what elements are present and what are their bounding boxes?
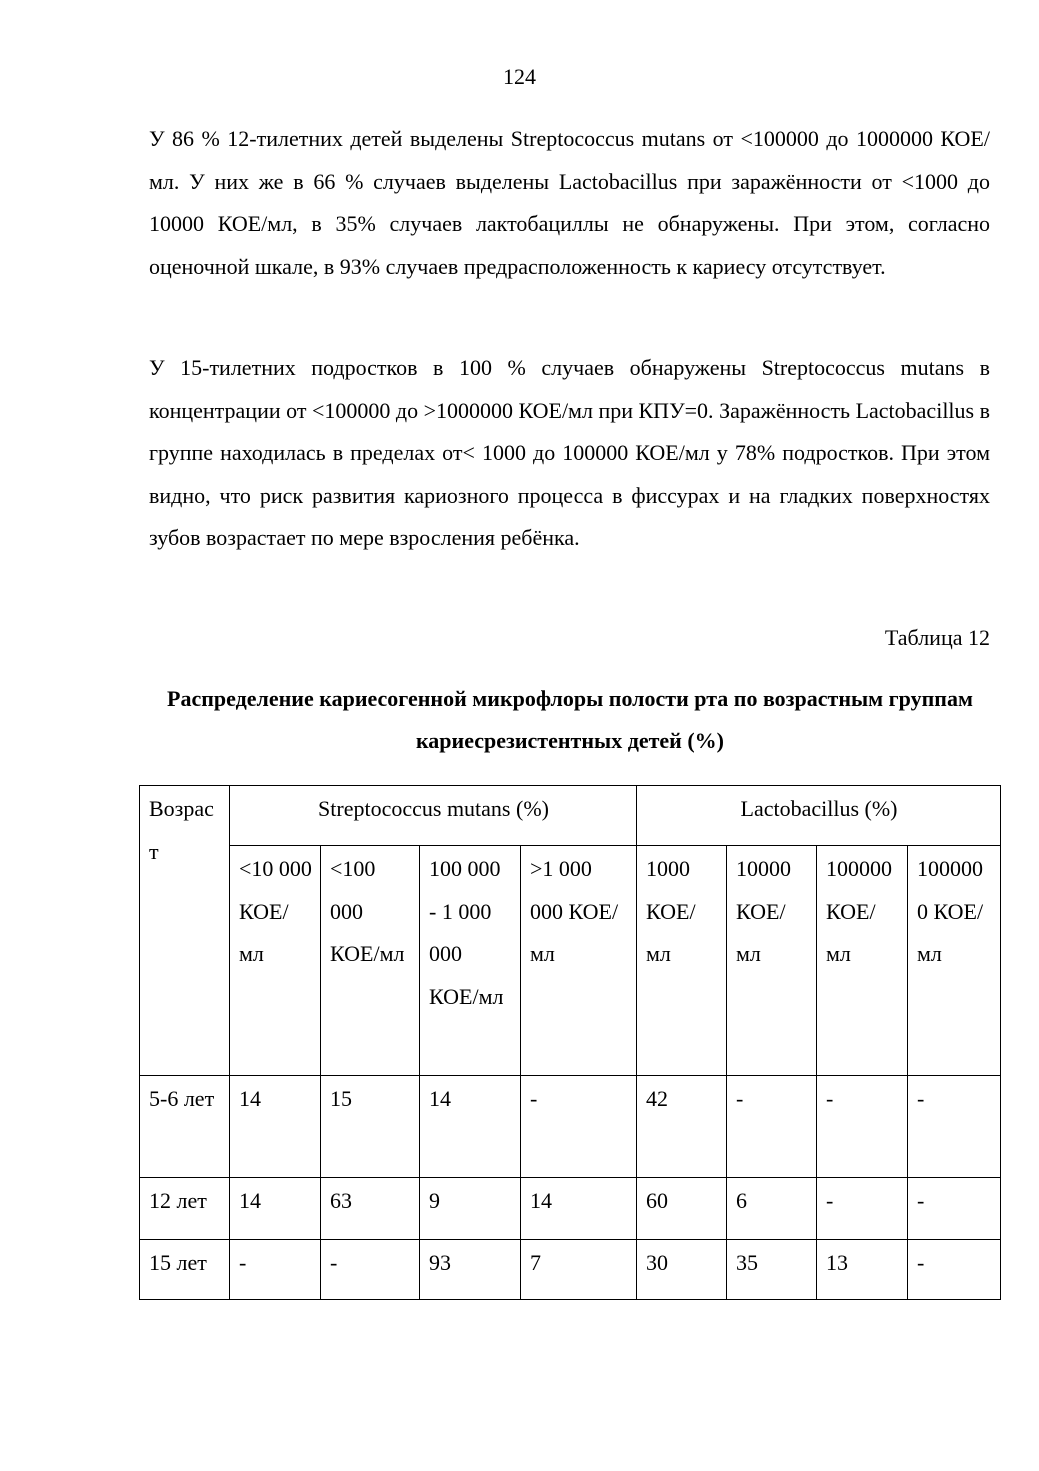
table-title: Распределение кариесогенной микрофлоры полости рта по возрастным группам кариесрезистентных детей (%) [167,686,973,753]
table-subheader-row [140,846,1001,1076]
table-cell: - [727,1076,817,1178]
table-cell: 14 [420,1076,521,1178]
age-cell: 15 лет [140,1240,230,1300]
column-header: >1 000 000 КОЕ/мл [521,846,637,1076]
table-header-row [140,786,1001,846]
table-cell: 9 [420,1178,521,1240]
table-cell: - [521,1076,637,1178]
column-header: 100000 КОЕ/мл [817,846,908,1076]
group-header-lactobacillus: Lactobacillus (%) [637,786,1001,846]
column-header: 100 000 - 1 000 000 КОЕ/мл [420,846,521,1076]
paragraph: У 15-тилетних подростков в 100 % случаев обнаружены Streptococcus mutans в концентрации от <100000 до >1000000 КОЕ/мл при КПУ=0. Заражённость Lactobacillus в группе находилась в пределах от< 1000 до 100000 КОЕ/мл у 78% подростков. При этом видно, что риск развития кариозного процесса в фиссурах и на гладких поверхностях зубов возрастает по мере взросления ребёнка. [149,355,990,550]
page-number: 124 [503,64,536,89]
paragraph: У 86 % 12-тилетних детей выделены Streptococcus mutans от <100000 до 1000000 КОЕ/мл. У них же в 66 % случаев выделены Lactobacillus при заражённости от <1000 до 10000 КОЕ/мл, в 35% случаев лактобациллы не обнаружены. При этом, согласно оценочной шкале, в 93% случаев предрасположенность к кариесу отсутствует. [149,126,990,279]
column-header: 10000 КОЕ/мл [727,846,817,1076]
table-row [140,1240,1001,1300]
table-cell: - [230,1240,321,1300]
table-cell: 63 [321,1178,420,1240]
data-table [139,785,1001,1300]
table-cell: 42 [637,1076,727,1178]
table-row [140,1076,1001,1178]
table-cell: 60 [637,1178,727,1240]
age-cell: 12 лет [140,1178,230,1240]
column-header: <100 000 КОЕ/мл [321,846,420,1076]
table-cell: 14 [230,1076,321,1178]
table-cell: 35 [727,1240,817,1300]
column-header: 1000000 КОЕ/мл [908,846,1001,1076]
table-cell: - [908,1178,1001,1240]
table-cell: 93 [420,1240,521,1300]
table-cell: 13 [817,1240,908,1300]
table-cell: - [321,1240,420,1300]
table-cell: 15 [321,1076,420,1178]
table-cell: 7 [521,1240,637,1300]
table-label: Таблица 12 [884,625,990,650]
table-row [140,1178,1001,1240]
table-cell: - [908,1240,1001,1300]
table-cell: 14 [521,1178,637,1240]
table-cell: 6 [727,1178,817,1240]
table-cell: - [817,1076,908,1178]
table-cell: 14 [230,1178,321,1240]
column-header: <10 000 КОЕ/мл [230,846,321,1076]
column-header: 1000 КОЕ/мл [637,846,727,1076]
table-cell: - [908,1076,1001,1178]
table-cell: - [817,1178,908,1240]
age-cell: 5-6 лет [140,1076,230,1178]
table-cell: 30 [637,1240,727,1300]
age-header: Возраст [140,786,230,1076]
group-header-streptococcus: Streptococcus mutans (%) [230,786,637,846]
